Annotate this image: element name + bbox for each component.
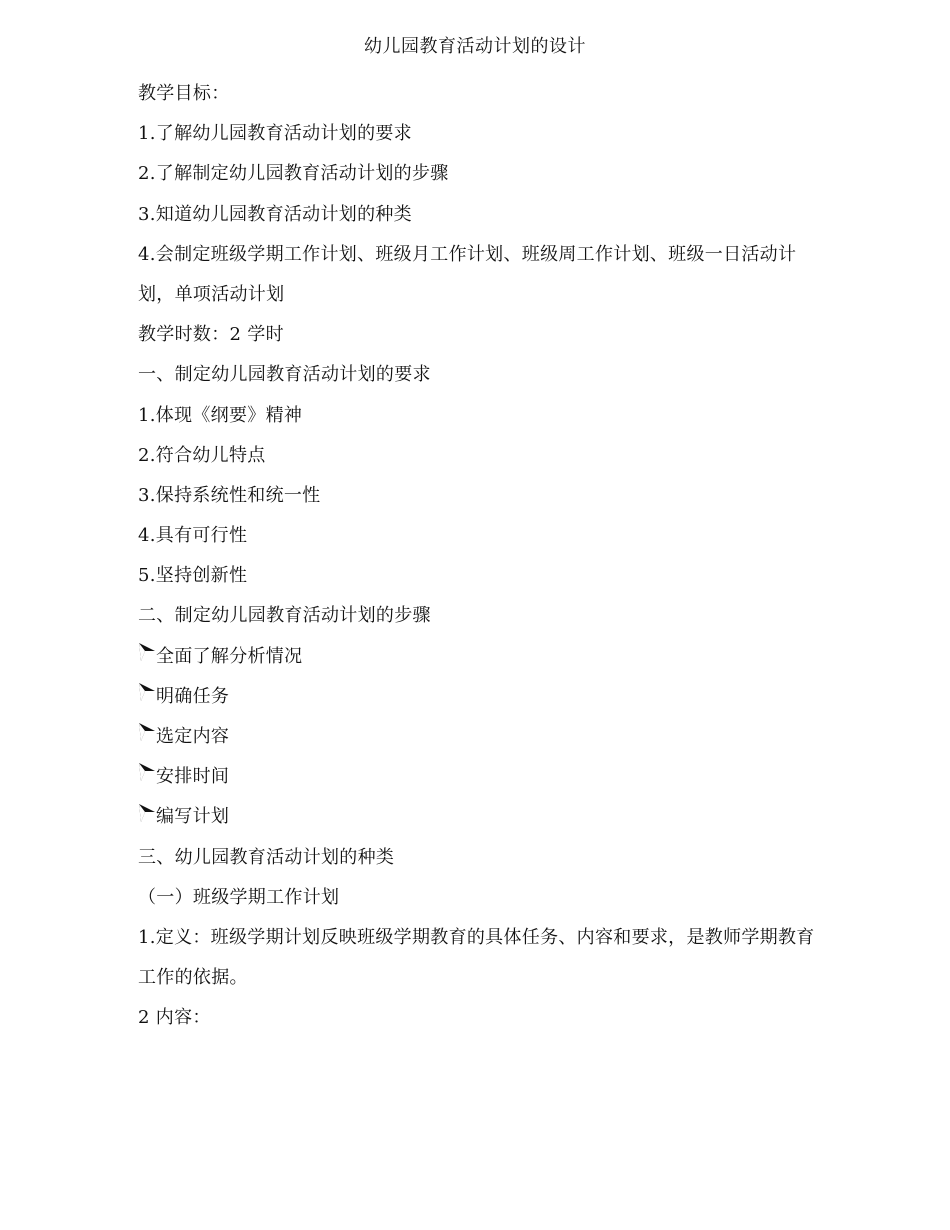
requirement-item: 2.符合幼儿特点 [138, 444, 266, 466]
step-item [138, 757, 838, 797]
section-heading: 三、幼儿园教育活动计划的种类 [138, 846, 395, 868]
goal-item: 3.知道幼儿园教育活动计划的种类 [138, 203, 412, 225]
arrowhead-bullet-icon [138, 641, 156, 663]
requirement-item: 5.坚持创新性 [138, 565, 248, 587]
step-label: 全面了解分析情况 [156, 645, 303, 667]
step-label: 选定内容 [156, 726, 230, 748]
goals-heading: 教学目标： [138, 83, 230, 104]
teaching-hours: 教学时数：2 学时 [138, 324, 284, 346]
arrowhead-bullet-icon [138, 681, 156, 703]
requirement-item: 1.体现《纲要》精神 [138, 404, 303, 426]
goal-item: 2.了解制定幼儿园教育活动计划的步骤 [138, 163, 449, 185]
document-body [138, 74, 838, 1039]
arrowhead-bullet-icon [138, 721, 156, 743]
content-label: 2 内容： [138, 1007, 211, 1029]
arrowhead-bullet-icon [138, 802, 156, 824]
step-label: 安排时间 [156, 766, 230, 788]
goal-item: 4.会制定班级学期工作计划、班级月工作计划、班级周工作计划、班级一日活动计划，单项活动计划 [138, 243, 797, 305]
step-item [138, 637, 838, 677]
definition-paragraph: 1.定义：班级学期计划反映班级学期教育的具体任务、内容和要求，是教师学期教育工作的依据。 [138, 926, 815, 989]
section-heading: 二、制定幼儿园教育活动计划的步骤 [138, 605, 431, 627]
requirement-item: 3.保持系统性和统一性 [138, 484, 321, 506]
goal-item: 1.了解幼儿园教育活动计划的要求 [138, 123, 412, 145]
step-item [138, 797, 838, 837]
subsection-heading: （一）班级学期工作计划 [138, 886, 340, 908]
arrowhead-bullet-icon [138, 761, 156, 783]
section-heading: 一、制定幼儿园教育活动计划的要求 [138, 364, 431, 386]
step-label: 明确任务 [156, 685, 230, 707]
step-item [138, 717, 838, 757]
step-item [138, 677, 838, 717]
document-title: 幼儿园教育活动计划的设计 [364, 36, 586, 57]
requirement-item: 4.具有可行性 [138, 525, 248, 547]
step-label: 编写计划 [156, 806, 230, 828]
